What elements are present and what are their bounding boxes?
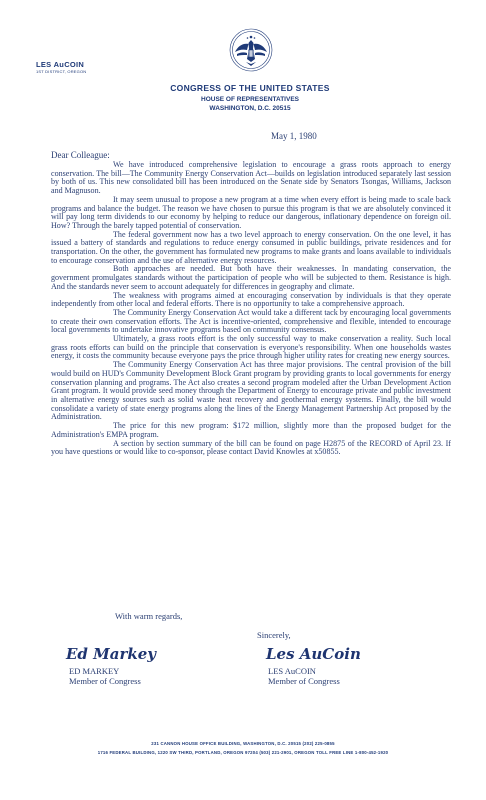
body-paragraph: Ultimately, a grass roots effort is the only successful way to make conservation a reality. Such local grass roots efforts can build on the principle that conservation is everyone's responsibility. When one households wastes energy, it costs the community because everyone pays the price through higher utility rates for creating new energy sources. — [51, 334, 451, 361]
letter-date: May 1, 1980 — [271, 131, 317, 141]
body-paragraph: The weakness with programs aimed at encouraging conservation by individuals is that they operate independently from other local and federal efforts. There is no opportunity to take a comprehensive approach. — [51, 290, 451, 309]
signature-markey: Ed Markey — [66, 645, 157, 663]
footer-washington-office: 231 CANNON HOUSE OFFICE BUILDING, WASHINGTON, D.C. 20515 (202) 225-0855 — [151, 741, 335, 746]
body-paragraph: Both approaches are needed. But both have their weaknesses. In mandating conservation, the government promulgates standards without the participation of people who will be subjected to them. Resistance is high. And the standards never seem to account adequately for differences in geography and climate. — [51, 264, 451, 291]
letterhead-house: HOUSE OF REPRESENTATIVES — [201, 96, 299, 103]
sender-name: LES AuCOIN — [36, 60, 85, 69]
body-paragraph: The price for this new program: $172 million, slightly more than the proposed budget for the Administration's EMPA program. — [51, 421, 451, 439]
salutation: Dear Colleague: — [51, 150, 110, 160]
congressional-seal-icon — [229, 28, 273, 72]
signer-title-aucoin: Member of Congress — [268, 676, 340, 686]
signature-aucoin: Les AuCoin — [266, 645, 361, 663]
sincerely: Sincerely, — [257, 630, 291, 640]
body-paragraph: We have introduced comprehensive legislation to encourage a grass roots approach to energy conservation. The bill—The Community Energy Conservation Act—builds on legislation introduced separately last session by both of us. This new consolidated bill has been introduced on the Senate side by Senators Tsongas, Williams, Jackson and Magnuson. — [51, 160, 451, 196]
body-paragraph: The federal government now has a two level approach to energy conservation. On the one level, it has issued a battery of standards and regulations to reduce energy consumed in public buildings, private residences and for transportation. On the other, the government has formulated new programs to make grants and loans available to individuals to encourage conservation and the use of alternative energy resources. — [51, 229, 451, 265]
letterhead-congress: CONGRESS OF THE UNITED STATES — [170, 83, 330, 93]
sender-district: 1ST DISTRICT, OREGON — [36, 69, 87, 74]
body-paragraph: The Community Energy Conservation Act has three major provisions. The central provision of the bill would build on HUD's Community Development Block Grant program by providing grants to local governments for energy conservation planning and programs. The Act also creates a second program modeled after the Urban Development Action Grant program. It would provide seed money through the Department of Energy to encourage private and public investment in alternative energy sources such as solid waste heat recovery and geothermal energy systems. Finally, the bill would consolidate a variety of state energy programs along the lines of the Energy Management Partnership Act proposed by the Administration. — [51, 360, 451, 422]
body-paragraph: A section by section summary of the bill can be found on page H2875 of the RECORD of April 23. If you have questions or would like to co-sponsor, please contact David Knowles at x50855. — [51, 438, 451, 457]
letter-body — [51, 161, 451, 457]
footer-portland-office: 1716 FEDERAL BUILDING, 1220 SW THIRD, PORTLAND, OREGON 97204 (503) 221-2901, OREGON TOLL FREE LINE 1-800-452-1920 — [97, 750, 389, 755]
signer-name-markey: ED MARKEY — [69, 666, 120, 676]
signer-name-aucoin: LES AuCOIN — [268, 666, 316, 676]
closing: With warm regards, — [115, 611, 183, 621]
body-paragraph: The Community Energy Conservation Act would take a different tack by encouraging local governments to create their own conservation efforts. The Act is incentive-oriented, comprehensive and flexible, intended to encourage local governments to undertake innovative programs based on community consensus. — [51, 307, 451, 335]
letterhead-address: WASHINGTON, D.C. 20515 — [209, 105, 291, 112]
signer-title-markey: Member of Congress — [69, 676, 141, 686]
body-paragraph: It may seem unusual to propose a new program at a time when every effort is being made to scale back programs and balance the budget. The reason we have chosen to pursue this program is that we are absolutely convinced it will pay long term dividends to our economy by helping to reduce our dangerous, inflationary dependence on foreign oil. How? Through the barely tapped potential of conservation. — [51, 194, 451, 230]
